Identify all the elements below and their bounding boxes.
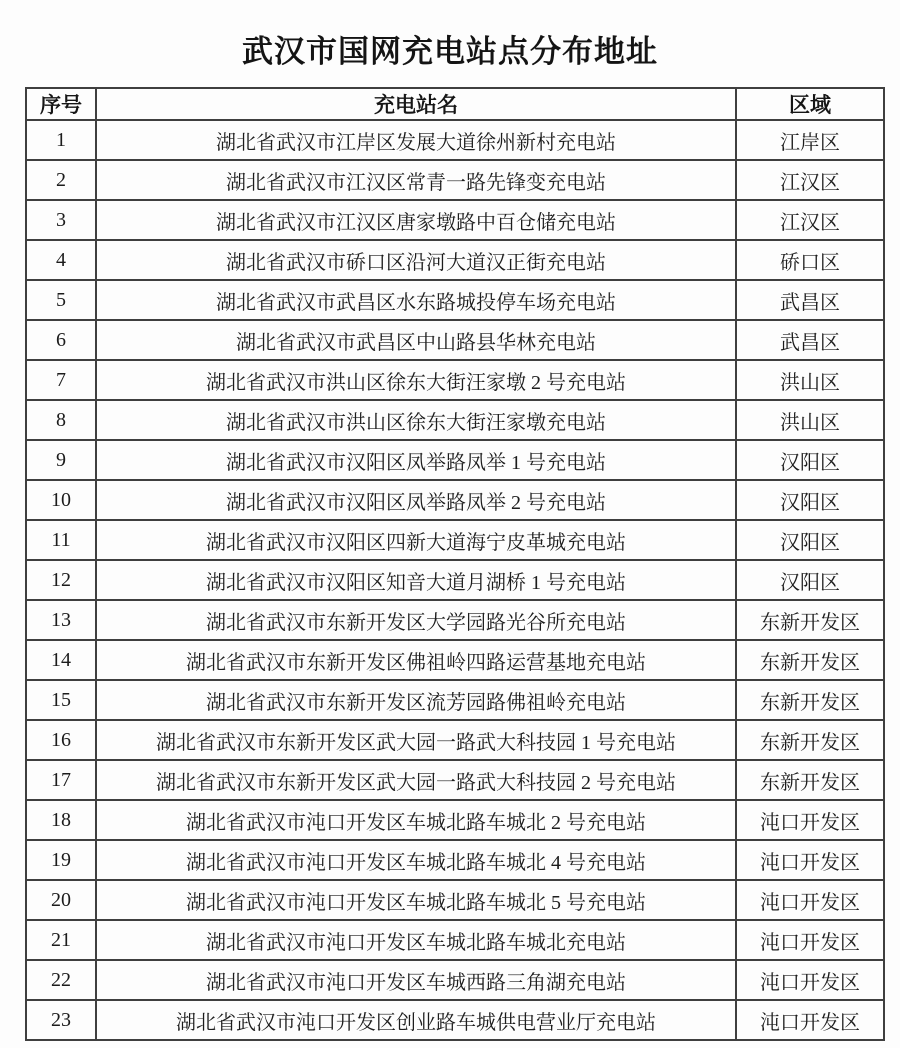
row-number-cell: 22 — [26, 960, 96, 1000]
table-row — [26, 200, 884, 240]
district-cell: 沌口开发区 — [736, 960, 884, 1000]
district-cell: 东新开发区 — [736, 680, 884, 720]
station-name-cell: 湖北省武汉市东新开发区大学园路光谷所充电站 — [96, 600, 736, 640]
station-name-cell: 湖北省武汉市武昌区中山路县华林充电站 — [96, 320, 736, 360]
header-serial-number: 序号 — [26, 88, 96, 120]
station-name-cell: 湖北省武汉市东新开发区流芳园路佛祖岭充电站 — [96, 680, 736, 720]
station-name-cell: 湖北省武汉市汉阳区凤举路凤举 1 号充电站 — [96, 440, 736, 480]
table-row — [26, 760, 884, 800]
row-number-cell: 18 — [26, 800, 96, 840]
table-row — [26, 240, 884, 280]
district-cell: 汉阳区 — [736, 560, 884, 600]
station-name-cell: 湖北省武汉市东新开发区武大园一路武大科技园 2 号充电站 — [96, 760, 736, 800]
table-row — [26, 880, 884, 920]
district-cell: 武昌区 — [736, 320, 884, 360]
station-name-cell: 湖北省武汉市洪山区徐东大街汪家墩 2 号充电站 — [96, 360, 736, 400]
district-cell: 江汉区 — [736, 160, 884, 200]
header-row — [26, 88, 884, 120]
row-number-cell: 2 — [26, 160, 96, 200]
district-cell: 东新开发区 — [736, 600, 884, 640]
table-body — [26, 120, 884, 1040]
table-row — [26, 120, 884, 160]
row-number-cell: 5 — [26, 280, 96, 320]
district-cell: 沌口开发区 — [736, 840, 884, 880]
district-cell: 洪山区 — [736, 400, 884, 440]
district-cell: 洪山区 — [736, 360, 884, 400]
station-name-cell: 湖北省武汉市东新开发区佛祖岭四路运营基地充电站 — [96, 640, 736, 680]
station-name-cell: 湖北省武汉市沌口开发区车城北路车城北 4 号充电站 — [96, 840, 736, 880]
row-number-cell: 17 — [26, 760, 96, 800]
row-number-cell: 4 — [26, 240, 96, 280]
table-row — [26, 600, 884, 640]
district-cell: 汉阳区 — [736, 520, 884, 560]
row-number-cell: 7 — [26, 360, 96, 400]
table-row — [26, 320, 884, 360]
district-cell: 沌口开发区 — [736, 1000, 884, 1040]
table-row — [26, 720, 884, 760]
district-cell: 东新开发区 — [736, 640, 884, 680]
row-number-cell: 16 — [26, 720, 96, 760]
station-name-cell: 湖北省武汉市东新开发区武大园一路武大科技园 1 号充电站 — [96, 720, 736, 760]
row-number-cell: 13 — [26, 600, 96, 640]
district-cell: 江岸区 — [736, 120, 884, 160]
row-number-cell: 1 — [26, 120, 96, 160]
district-cell: 沌口开发区 — [736, 880, 884, 920]
district-cell: 东新开发区 — [736, 760, 884, 800]
station-name-cell: 湖北省武汉市沌口开发区车城北路车城北 2 号充电站 — [96, 800, 736, 840]
row-number-cell: 10 — [26, 480, 96, 520]
row-number-cell: 19 — [26, 840, 96, 880]
station-name-cell: 湖北省武汉市江岸区发展大道徐州新村充电站 — [96, 120, 736, 160]
table-row — [26, 960, 884, 1000]
station-name-cell: 湖北省武汉市汉阳区四新大道海宁皮革城充电站 — [96, 520, 736, 560]
district-cell: 沌口开发区 — [736, 920, 884, 960]
row-number-cell: 14 — [26, 640, 96, 680]
table-row — [26, 800, 884, 840]
table-row — [26, 360, 884, 400]
row-number-cell: 23 — [26, 1000, 96, 1040]
table-row — [26, 440, 884, 480]
table-row — [26, 560, 884, 600]
table-row — [26, 400, 884, 440]
station-name-cell: 湖北省武汉市硚口区沿河大道汉正街充电站 — [96, 240, 736, 280]
table-row — [26, 920, 884, 960]
row-number-cell: 8 — [26, 400, 96, 440]
table-row — [26, 280, 884, 320]
station-name-cell: 湖北省武汉市沌口开发区创业路车城供电营业厅充电站 — [96, 1000, 736, 1040]
charging-stations-table — [25, 87, 885, 1041]
table-row — [26, 840, 884, 880]
table-header — [26, 88, 884, 120]
station-name-cell: 湖北省武汉市汉阳区知音大道月湖桥 1 号充电站 — [96, 560, 736, 600]
row-number-cell: 15 — [26, 680, 96, 720]
header-station-name: 充电站名 — [96, 88, 736, 120]
station-name-cell: 湖北省武汉市沌口开发区车城西路三角湖充电站 — [96, 960, 736, 1000]
district-cell: 硚口区 — [736, 240, 884, 280]
district-cell: 武昌区 — [736, 280, 884, 320]
station-name-cell: 湖北省武汉市沌口开发区车城北路车城北充电站 — [96, 920, 736, 960]
district-cell: 汉阳区 — [736, 480, 884, 520]
row-number-cell: 3 — [26, 200, 96, 240]
row-number-cell: 6 — [26, 320, 96, 360]
table-row — [26, 1000, 884, 1040]
station-name-cell: 湖北省武汉市洪山区徐东大街汪家墩充电站 — [96, 400, 736, 440]
station-name-cell: 湖北省武汉市江汉区唐家墩路中百仓储充电站 — [96, 200, 736, 240]
district-cell: 沌口开发区 — [736, 800, 884, 840]
table-row — [26, 680, 884, 720]
table-row — [26, 640, 884, 680]
district-cell: 汉阳区 — [736, 440, 884, 480]
district-cell: 江汉区 — [736, 200, 884, 240]
row-number-cell: 21 — [26, 920, 96, 960]
header-district: 区域 — [736, 88, 884, 120]
table-row — [26, 520, 884, 560]
district-cell: 东新开发区 — [736, 720, 884, 760]
row-number-cell: 12 — [26, 560, 96, 600]
row-number-cell: 20 — [26, 880, 96, 920]
station-name-cell: 湖北省武汉市汉阳区凤举路凤举 2 号充电站 — [96, 480, 736, 520]
row-number-cell: 11 — [26, 520, 96, 560]
table-row — [26, 480, 884, 520]
station-name-cell: 湖北省武汉市武昌区水东路城投停车场充电站 — [96, 280, 736, 320]
table-row — [26, 160, 884, 200]
station-name-cell: 湖北省武汉市沌口开发区车城北路车城北 5 号充电站 — [96, 880, 736, 920]
station-name-cell: 湖北省武汉市江汉区常青一路先锋变充电站 — [96, 160, 736, 200]
page-title: 武汉市国网充电站点分布地址 — [242, 34, 658, 69]
row-number-cell: 9 — [26, 440, 96, 480]
